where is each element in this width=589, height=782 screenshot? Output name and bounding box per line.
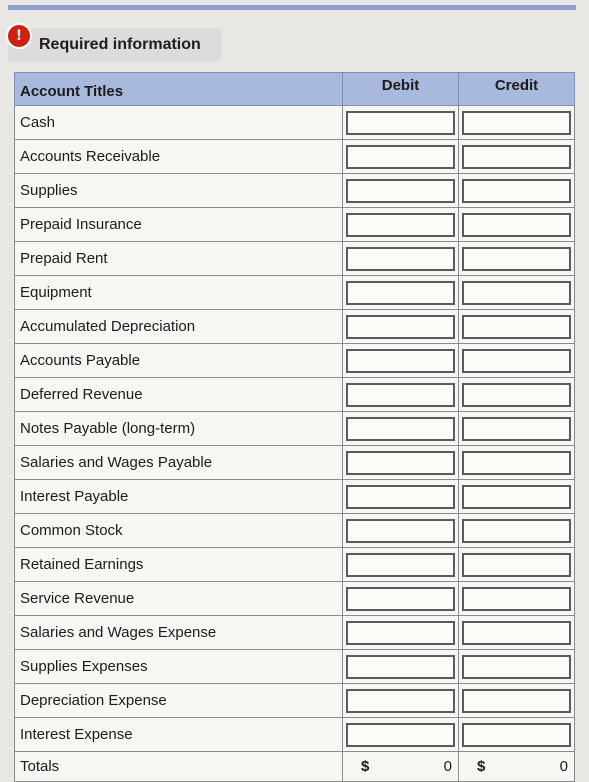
account-title-cell: Prepaid Rent — [15, 242, 343, 276]
credit-input[interactable] — [462, 485, 571, 509]
debit-cell — [343, 378, 459, 412]
credit-cell — [459, 412, 575, 446]
debit-input[interactable] — [346, 519, 455, 543]
account-titles-header: Account Titles — [15, 73, 343, 106]
debit-input[interactable] — [346, 247, 455, 271]
debit-cell — [343, 106, 459, 140]
table-row — [15, 208, 575, 242]
debit-cell — [343, 344, 459, 378]
credit-input[interactable] — [462, 315, 571, 339]
table-row — [15, 174, 575, 208]
debit-header: Debit — [343, 73, 459, 106]
account-title-cell: Prepaid Insurance — [15, 208, 343, 242]
debit-cell — [343, 718, 459, 752]
credit-header: Credit — [459, 73, 575, 106]
table-row — [15, 684, 575, 718]
account-title-cell: Supplies — [15, 174, 343, 208]
table-row — [15, 310, 575, 344]
debit-cell — [343, 446, 459, 480]
table-row — [15, 140, 575, 174]
debit-input[interactable] — [346, 553, 455, 577]
debit-input[interactable] — [346, 315, 455, 339]
table-row — [15, 718, 575, 752]
credit-currency-symbol: $ — [477, 758, 486, 775]
account-title-cell: Service Revenue — [15, 582, 343, 616]
debit-cell — [343, 514, 459, 548]
credit-input[interactable] — [462, 689, 571, 713]
account-title-cell: Retained Earnings — [15, 548, 343, 582]
debit-cell — [343, 208, 459, 242]
debit-input[interactable] — [346, 689, 455, 713]
table-row — [15, 106, 575, 140]
debit-cell — [343, 276, 459, 310]
credit-cell — [459, 548, 575, 582]
table-row — [15, 276, 575, 310]
credit-total-value: 0 — [559, 758, 568, 775]
debit-cell — [343, 242, 459, 276]
trial-balance-table — [14, 72, 575, 782]
debit-total-value: 0 — [443, 758, 452, 775]
debit-cell — [343, 412, 459, 446]
debit-cell — [343, 310, 459, 344]
credit-cell — [459, 378, 575, 412]
credit-cell — [459, 446, 575, 480]
table-row — [15, 548, 575, 582]
debit-input[interactable] — [346, 179, 455, 203]
table-row — [15, 480, 575, 514]
account-title-cell: Accumulated Depreciation — [15, 310, 343, 344]
debit-input[interactable] — [346, 451, 455, 475]
alert-icon: ! — [6, 23, 32, 49]
debit-input[interactable] — [346, 145, 455, 169]
top-rule — [8, 5, 576, 10]
debit-input[interactable] — [346, 417, 455, 441]
debit-cell — [343, 650, 459, 684]
account-title-cell: Equipment — [15, 276, 343, 310]
debit-input[interactable] — [346, 723, 455, 747]
credit-input[interactable] — [462, 417, 571, 441]
credit-cell — [459, 582, 575, 616]
debit-cell — [343, 480, 459, 514]
account-title-cell: Accounts Receivable — [15, 140, 343, 174]
credit-cell — [459, 718, 575, 752]
credit-cell — [459, 106, 575, 140]
credit-input[interactable] — [462, 519, 571, 543]
credit-cell — [459, 208, 575, 242]
table-header-row — [15, 73, 575, 106]
account-title-cell: Depreciation Expense — [15, 684, 343, 718]
debit-cell — [343, 548, 459, 582]
debit-cell — [343, 174, 459, 208]
credit-input[interactable] — [462, 281, 571, 305]
credit-cell — [459, 140, 575, 174]
table-row — [15, 582, 575, 616]
credit-input[interactable] — [462, 451, 571, 475]
totals-row — [15, 752, 575, 782]
account-title-cell: Notes Payable (long-term) — [15, 412, 343, 446]
debit-cell — [343, 616, 459, 650]
credit-cell — [459, 242, 575, 276]
account-title-cell: Deferred Revenue — [15, 378, 343, 412]
credit-input[interactable] — [462, 213, 571, 237]
account-title-cell: Common Stock — [15, 514, 343, 548]
table-row — [15, 344, 575, 378]
debit-input[interactable] — [346, 111, 455, 135]
debit-cell — [343, 684, 459, 718]
table-row — [15, 514, 575, 548]
credit-cell — [459, 616, 575, 650]
credit-input[interactable] — [462, 723, 571, 747]
table-row — [15, 378, 575, 412]
credit-cell — [459, 174, 575, 208]
account-title-cell: Supplies Expenses — [15, 650, 343, 684]
credit-cell — [459, 276, 575, 310]
credit-input[interactable] — [462, 587, 571, 611]
required-info-title: Required information — [39, 36, 201, 53]
account-title-cell: Interest Expense — [15, 718, 343, 752]
table-row — [15, 412, 575, 446]
debit-input[interactable] — [346, 383, 455, 407]
table-row — [15, 446, 575, 480]
debit-input[interactable] — [346, 485, 455, 509]
debit-input[interactable] — [346, 213, 455, 237]
credit-input[interactable] — [462, 179, 571, 203]
account-title-cell: Salaries and Wages Payable — [15, 446, 343, 480]
debit-input[interactable] — [346, 621, 455, 645]
table-row — [15, 242, 575, 276]
credit-input[interactable] — [462, 383, 571, 407]
credit-input[interactable] — [462, 145, 571, 169]
credit-cell — [459, 514, 575, 548]
table-row — [15, 650, 575, 684]
debit-total-cell — [343, 752, 459, 782]
credit-cell — [459, 684, 575, 718]
credit-input[interactable] — [462, 349, 571, 373]
credit-input[interactable] — [462, 553, 571, 577]
debit-cell — [343, 140, 459, 174]
table-row — [15, 616, 575, 650]
credit-input[interactable] — [462, 621, 571, 645]
credit-input[interactable] — [462, 655, 571, 679]
totals-label: Totals — [15, 752, 343, 782]
credit-total-cell — [459, 752, 575, 782]
table-body — [15, 106, 575, 752]
debit-input[interactable] — [346, 281, 455, 305]
account-title-cell: Salaries and Wages Expense — [15, 616, 343, 650]
debit-currency-symbol: $ — [361, 758, 370, 775]
credit-input[interactable] — [462, 111, 571, 135]
account-title-cell: Cash — [15, 106, 343, 140]
credit-input[interactable] — [462, 247, 571, 271]
account-title-cell: Accounts Payable — [15, 344, 343, 378]
debit-input[interactable] — [346, 655, 455, 679]
debit-input[interactable] — [346, 349, 455, 373]
credit-cell — [459, 650, 575, 684]
account-title-cell: Interest Payable — [15, 480, 343, 514]
debit-cell — [343, 582, 459, 616]
credit-cell — [459, 310, 575, 344]
debit-input[interactable] — [346, 587, 455, 611]
credit-cell — [459, 480, 575, 514]
credit-cell — [459, 344, 575, 378]
